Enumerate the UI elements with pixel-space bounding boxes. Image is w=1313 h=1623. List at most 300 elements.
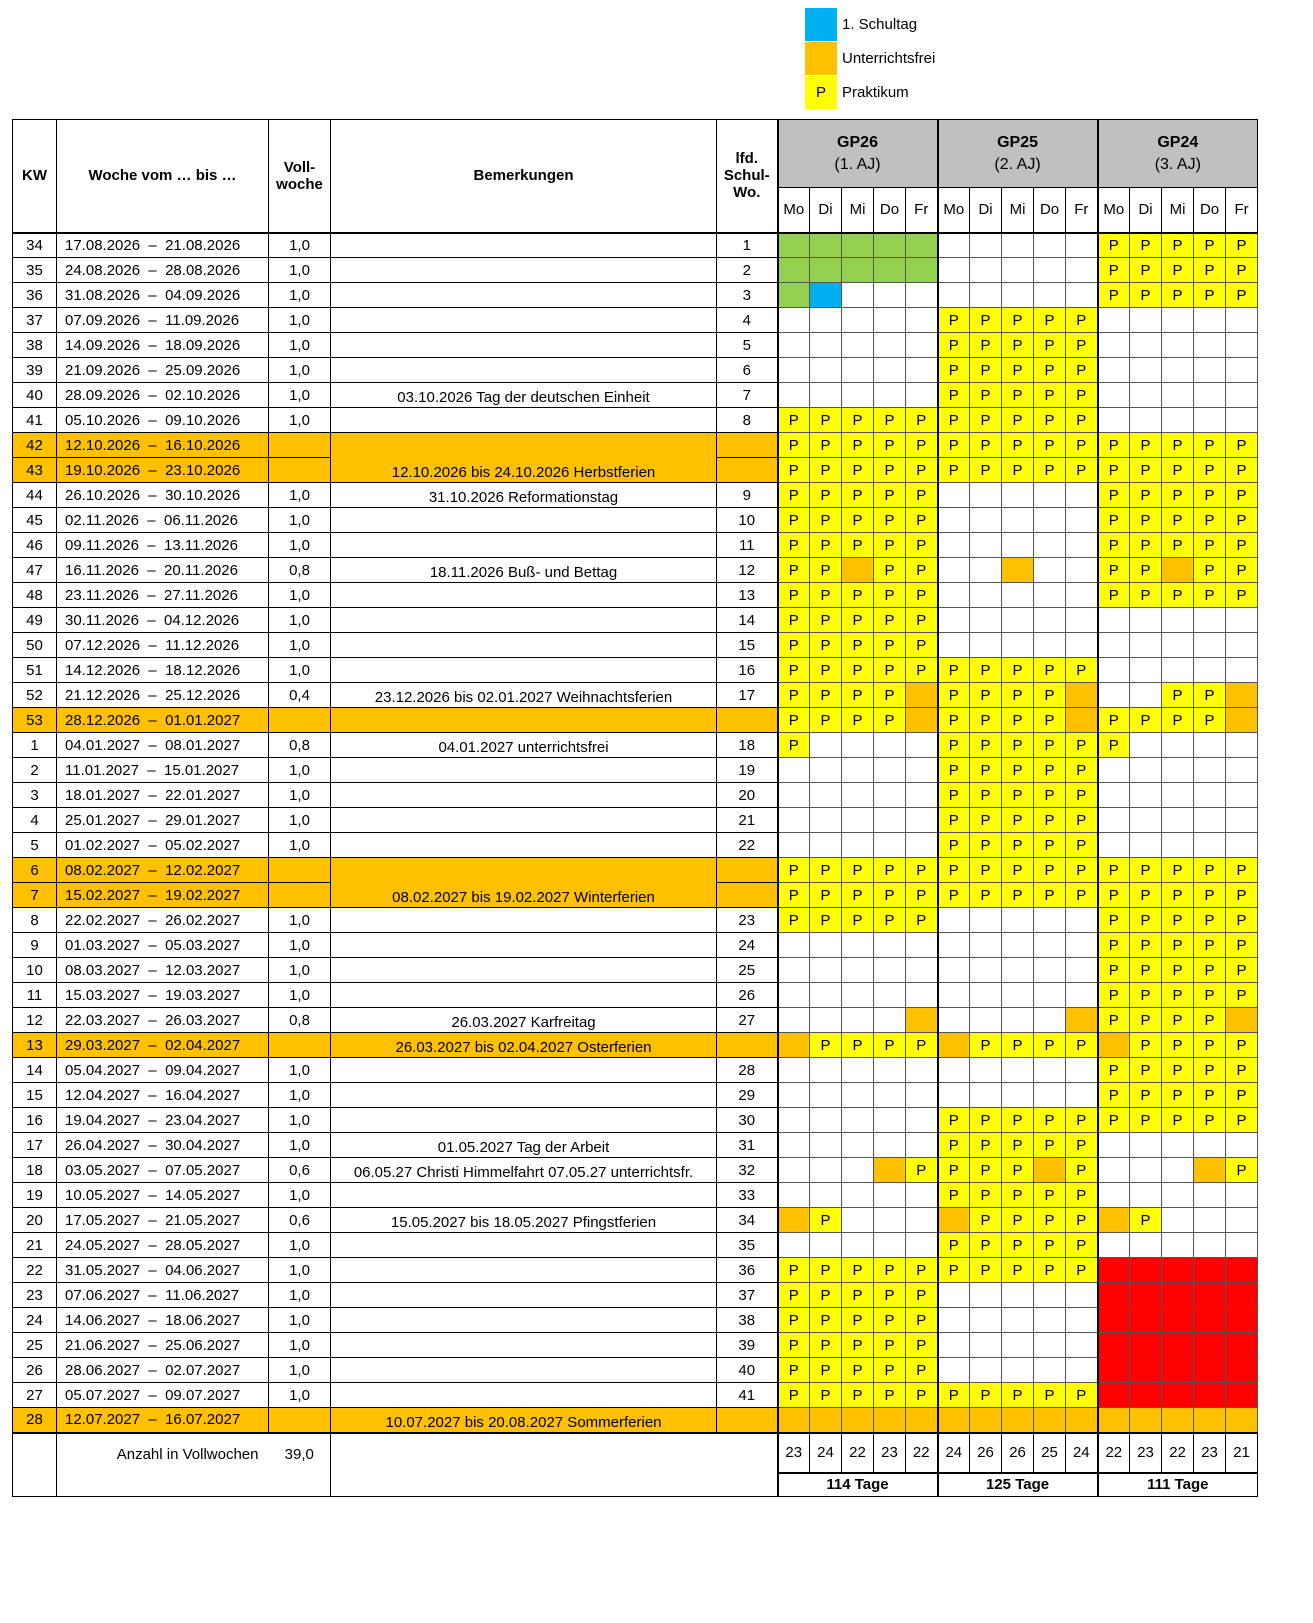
group-total-cell: 111 Tage [1098,1473,1258,1497]
day-cell [1034,633,1066,658]
week-dash: – [140,1236,166,1254]
header-day: Mo [778,188,810,233]
day-cell [906,783,938,808]
week-dash: – [140,986,166,1004]
week-range-cell [57,1308,269,1333]
week-to: 04.12.2026 [163,611,240,629]
day-cell [842,1183,874,1208]
full-week-cell [269,458,331,483]
day-cell: P [1034,658,1066,683]
week-to: 18.12.2026 [165,661,241,679]
day-cell [874,1108,906,1133]
day-cell: P [1162,233,1194,258]
day-cell: P [874,1283,906,1308]
day-cell [1002,958,1034,983]
school-week-cell: 20 [717,783,778,808]
day-cell [970,608,1002,633]
day-cell [1130,1158,1162,1183]
week-range-cell [57,683,269,708]
day-cell [1162,758,1194,783]
day-cell: P [810,1383,842,1408]
day-cell: P [1034,1108,1066,1133]
week-range-cell [57,358,269,383]
day-cell [778,1408,810,1433]
day-cell [938,1208,970,1233]
school-week-cell: 15 [717,633,778,658]
day-cell [1226,758,1258,783]
day-cell [1130,783,1162,808]
day-cell: P [938,1108,970,1133]
day-cell [970,983,1002,1008]
day-cell: P [842,1358,874,1383]
remark-cell [331,908,717,933]
day-cell [842,558,874,583]
week-range-cell [57,1008,269,1033]
school-week-cell: 25 [717,958,778,983]
day-cell: P [810,558,842,583]
week-range-cell [57,508,269,533]
day-cell: P [1066,783,1098,808]
remark-cell: 12.10.2026 bis 24.10.2026 Herbstferien [331,433,717,483]
day-cell [1130,408,1162,433]
kw-cell: 22 [13,1258,57,1283]
day-cell [1098,683,1130,708]
full-week-cell: 1,0 [269,483,331,508]
full-week-cell: 1,0 [269,258,331,283]
school-week-cell: 23 [717,908,778,933]
day-cell: P [1002,1383,1034,1408]
day-cell [938,1358,970,1383]
kw-cell: 20 [13,1208,57,1233]
week-range-cell [57,783,269,808]
table-row [13,408,1258,433]
day-cell [1226,1133,1258,1158]
day-cell [1226,1208,1258,1233]
day-cell: P [1098,283,1130,308]
day-cell [1162,1208,1194,1233]
week-range-cell [57,758,269,783]
day-cell [906,1208,938,1233]
kw-cell: 46 [13,533,57,558]
kw-cell: 19 [13,1183,57,1208]
day-cell: P [1226,433,1258,458]
week-range-cell [57,408,269,433]
day-cell [1162,1383,1194,1408]
week-from: 21.12.2026 [65,686,141,704]
school-week-cell: 19 [717,758,778,783]
week-from: 23.11.2026 [65,586,139,604]
group-name: GP26 [837,133,878,151]
day-cell [810,1083,842,1108]
day-cell [1226,1408,1258,1433]
full-week-cell: 1,0 [269,1333,331,1358]
day-cell: P [970,683,1002,708]
school-week-cell: 34 [717,1208,778,1233]
day-cell [938,508,970,533]
day-cell [874,933,906,958]
full-week-cell: 1,0 [269,1058,331,1083]
week-dash: – [138,536,164,554]
school-week-cell: 32 [717,1158,778,1183]
full-week-cell: 0,6 [269,1158,331,1183]
day-cell [842,733,874,758]
day-cell [842,1158,874,1183]
week-from: 07.12.2026 [65,636,141,654]
remark-cell: 01.05.2027 Tag der Arbeit [331,1133,717,1158]
day-cell [1098,833,1130,858]
day-cell: P [1066,333,1098,358]
day-count-cell: 22 [842,1433,874,1473]
day-cell: P [810,1283,842,1308]
week-to: 19.03.2027 [165,986,241,1004]
week-from: 05.07.2027 [65,1386,141,1404]
week-to: 16.10.2026 [165,436,241,454]
day-cell: P [1226,508,1258,533]
day-cell: P [842,458,874,483]
day-cell: P [906,633,938,658]
full-week-cell [269,1408,331,1433]
kw-cell: 40 [13,383,57,408]
full-week-cell [269,433,331,458]
header-kw: KW [13,120,57,233]
day-cell: P [1130,908,1162,933]
week-dash: – [138,761,164,779]
day-cell: P [874,858,906,883]
week-dash: – [140,386,166,404]
day-cell [906,258,938,283]
day-cell [778,383,810,408]
day-cell [778,1058,810,1083]
day-cell: P [1002,1258,1034,1283]
day-cell [906,758,938,783]
day-cell [970,1058,1002,1083]
day-cell [874,733,906,758]
full-week-cell [269,883,331,908]
day-cell: P [778,733,810,758]
week-range-cell [57,483,269,508]
day-cell: P [1130,533,1162,558]
day-cell: P [778,1283,810,1308]
day-cell: P [1034,808,1066,833]
school-week-cell: 36 [717,1258,778,1283]
day-cell [1226,833,1258,858]
day-cell [778,1083,810,1108]
day-cell: P [906,1283,938,1308]
day-cell [778,308,810,333]
day-cell: P [778,508,810,533]
day-cell [1226,658,1258,683]
remark-cell [331,658,717,683]
day-cell [1034,983,1066,1008]
day-cell: P [1066,883,1098,908]
full-week-cell: 1,0 [269,1258,331,1283]
week-from: 16.11.2026 [65,561,139,579]
week-dash: – [140,1336,166,1354]
day-cell [1002,1333,1034,1358]
table-row [13,583,1258,608]
day-cell: P [1162,708,1194,733]
week-to: 29.01.2027 [165,811,241,829]
day-cell: P [938,1183,970,1208]
header-remarks: Bemerkungen [331,120,717,233]
table-row [13,1008,1258,1033]
day-cell: P [1002,883,1034,908]
week-to: 21.08.2026 [165,236,241,254]
day-cell [1226,1308,1258,1333]
day-cell: P [1162,1033,1194,1058]
day-cell: P [778,558,810,583]
day-cell [778,1033,810,1058]
day-cell: P [1226,883,1258,908]
table-row [13,933,1258,958]
week-range-cell [57,258,269,283]
week-from: 05.10.2026 [65,411,141,429]
day-cell: P [906,483,938,508]
day-cell: P [1098,533,1130,558]
day-cell: P [970,833,1002,858]
day-cell: P [970,708,1002,733]
week-from: 12.07.2027 [65,1411,141,1429]
day-cell: P [842,583,874,608]
day-cell: P [1130,258,1162,283]
day-cell [1098,1408,1130,1433]
school-week-cell: 14 [717,608,778,633]
day-cell [1162,1283,1194,1308]
day-cell: P [1194,1058,1226,1083]
school-week-cell: 22 [717,833,778,858]
school-calendar-table [12,119,1258,1497]
day-cell: P [1066,1383,1098,1408]
day-cell [906,808,938,833]
day-cell [1130,758,1162,783]
week-from: 09.11.2026 [65,536,139,554]
week-dash: – [140,886,166,904]
full-week-cell: 1,0 [269,1183,331,1208]
day-cell: P [1066,358,1098,383]
day-cell [1130,1383,1162,1408]
school-week-cell [717,1033,778,1058]
day-cell: P [938,708,970,733]
remark-cell [331,233,717,258]
week-to: 11.09.2026 [165,311,240,329]
day-cell: P [970,458,1002,483]
day-cell: P [1226,533,1258,558]
week-to: 30.04.2027 [165,1136,241,1154]
full-week-cell: 1,0 [269,758,331,783]
week-dash: – [140,1386,166,1404]
day-cell: P [874,583,906,608]
day-cell [1194,1358,1226,1383]
legend-item [805,42,1045,75]
day-cell [938,583,970,608]
school-week-cell [717,858,778,883]
day-cell: P [1098,958,1130,983]
day-cell [1034,1008,1066,1033]
day-cell [1034,1358,1066,1383]
day-count-cell: 26 [1002,1433,1034,1473]
day-cell [778,1108,810,1133]
full-week-cell: 1,0 [269,1308,331,1333]
day-cell: P [1162,258,1194,283]
day-cell: P [1194,283,1226,308]
day-cell [1066,1008,1098,1033]
day-cell: P [906,608,938,633]
week-range-cell [57,533,269,558]
day-cell: P [1130,433,1162,458]
day-cell: P [810,408,842,433]
day-cell: P [1162,483,1194,508]
day-cell [1130,1258,1162,1283]
day-cell [1226,683,1258,708]
kw-cell: 8 [13,908,57,933]
day-cell [1002,608,1034,633]
day-cell [970,508,1002,533]
day-cell: P [1098,483,1130,508]
day-cell [1002,258,1034,283]
day-cell [1066,1308,1098,1333]
day-cell: P [1098,883,1130,908]
week-to: 28.05.2027 [165,1236,241,1254]
header-day: Do [1034,188,1066,233]
day-cell: P [1162,958,1194,983]
day-cell [1002,1058,1034,1083]
full-week-cell: 0,6 [269,1208,331,1233]
day-cell [970,1333,1002,1358]
day-cell [842,308,874,333]
day-cell: P [1034,1033,1066,1058]
day-cell: P [842,433,874,458]
kw-cell: 47 [13,558,57,583]
day-cell [1034,958,1066,983]
day-cell: P [810,583,842,608]
day-cell [1066,558,1098,583]
table-row [13,808,1258,833]
day-cell: P [1226,258,1258,283]
day-cell [1066,1083,1098,1108]
kw-cell: 26 [13,1358,57,1383]
day-cell: P [970,1133,1002,1158]
week-range-cell [57,1133,269,1158]
week-from: 22.02.2027 [65,911,141,929]
week-range-cell [57,1383,269,1408]
day-cell [1098,333,1130,358]
day-cell [1098,633,1130,658]
day-cell: P [938,883,970,908]
remark-cell [331,708,717,733]
day-cell: P [1194,533,1226,558]
week-dash: – [138,611,164,629]
day-cell [778,283,810,308]
week-to: 25.06.2027 [165,1336,241,1354]
table-row [13,1183,1258,1208]
week-dash: – [140,786,166,804]
week-from: 28.06.2027 [65,1361,141,1379]
day-cell [842,933,874,958]
day-cell [1194,783,1226,808]
footer-empty [13,1433,57,1497]
day-cell: P [1130,708,1162,733]
day-cell [1002,1283,1034,1308]
day-cell [1226,708,1258,733]
week-from: 14.09.2026 [65,336,141,354]
table-row [13,983,1258,1008]
day-cell: P [1194,958,1226,983]
day-cell [1130,608,1162,633]
day-cell [1002,633,1034,658]
table-row [13,1108,1258,1133]
day-cell: P [810,608,842,633]
table-row [13,908,1258,933]
day-cell: P [810,433,842,458]
kw-cell: 4 [13,808,57,833]
day-cell: P [842,483,874,508]
week-range-cell [57,958,269,983]
school-week-cell [717,433,778,458]
day-cell [874,833,906,858]
day-cell: P [1034,683,1066,708]
day-cell: P [1066,1183,1098,1208]
day-cell: P [938,833,970,858]
kw-cell: 7 [13,883,57,908]
day-cell [874,983,906,1008]
day-cell: P [1034,433,1066,458]
day-cell: P [778,1333,810,1358]
day-cell: P [1034,858,1066,883]
day-cell [1226,1383,1258,1408]
full-week-cell: 1,0 [269,608,331,633]
day-cell: P [1130,1083,1162,1108]
table-row [13,1333,1258,1358]
day-cell [778,333,810,358]
day-cell [810,383,842,408]
day-cell: P [1162,433,1194,458]
day-cell [810,1108,842,1133]
school-week-cell: 26 [717,983,778,1008]
day-cell [906,733,938,758]
day-cell: P [842,683,874,708]
header-week: Woche vom … bis … [57,120,269,233]
day-cell: P [874,508,906,533]
day-cell: P [810,1033,842,1058]
week-dash: – [140,1311,166,1329]
day-cell [842,383,874,408]
group-name: GP25 [997,133,1038,151]
kw-cell: 16 [13,1108,57,1133]
group-year: (2. AJ) [994,155,1041,173]
legend-swatch: P [805,76,837,109]
day-cell [842,1058,874,1083]
day-cell: P [1066,308,1098,333]
week-from: 26.04.2027 [65,1136,141,1154]
day-cell: P [810,1358,842,1383]
full-week-cell: 1,0 [269,333,331,358]
week-range-cell [57,1208,269,1233]
header-day: Mo [938,188,970,233]
day-cell: P [1002,333,1034,358]
day-cell: P [1226,558,1258,583]
week-dash: – [140,686,166,704]
full-week-cell: 1,0 [269,658,331,683]
day-cell [906,1108,938,1133]
week-from: 19.04.2027 [65,1111,141,1129]
week-from: 15.02.2027 [65,886,141,904]
day-cell: P [938,383,970,408]
day-cell: P [842,1033,874,1058]
day-cell: P [1066,1108,1098,1133]
day-cell [874,783,906,808]
header-day: Mi [1162,188,1194,233]
day-cell [906,1408,938,1433]
